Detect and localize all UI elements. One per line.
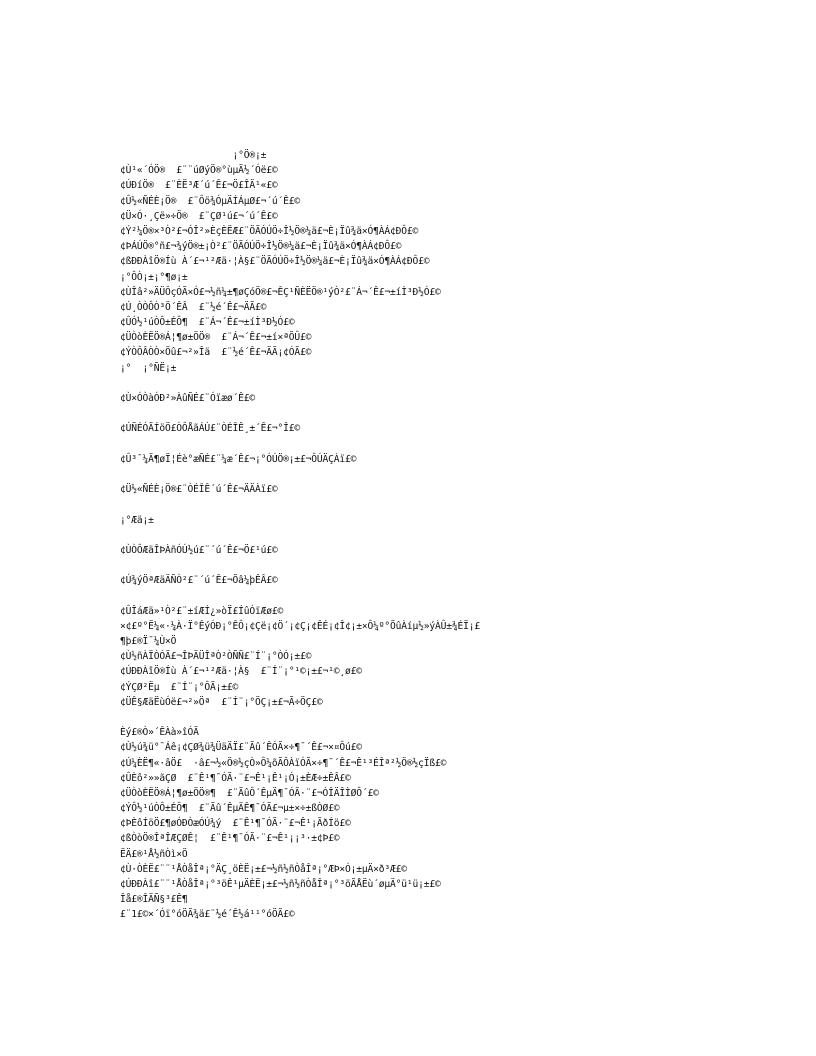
text-line: ¡°ÔÒ¡±¡°¶ø¡±: [120, 271, 188, 283]
text-line: ¢Ù½ú¾ü°¯Áê¡¢ÇØ¾ü¾ÜäÄÏ£¨Ãû´ÊÓÃ×÷¶¯´Ê£¬×¤Ôú£©: [120, 742, 362, 754]
text-line: ¢ÙÒÔÆäÎÞÀñÓÚ½ú£¨´ú´Ê£¬Ö£¹ú£©: [120, 544, 278, 556]
text-line: ¢ÛÎáÆä»¹Ò²£¨±íÆÍ¿»òÏ£ÍûÓïÆø£©: [120, 605, 284, 617]
text-line: [120, 406, 720, 421]
text-line: ¢ÜÒòÈËÖ®Á¦¶ø±ÖÖ® £¨Á¬´Ê£¬±í×ªÕÛ£©: [120, 332, 312, 344]
text-line: ¢ßÐÐÀîÖ®Íù À´£¬¹²Æä·¦À§£¨ÖÃÓÚÖ÷Î½Ö®¼ä£¬È¡Ïû¾ä×Ó¶ÀÁ¢ÐÔ£©: [120, 256, 430, 268]
text-line: ¶þ£®Ï¯¼Ù×Ö: [120, 636, 177, 647]
text-line: ¢ÚÑÉÓÃÍöÖ£ÒÔÅãÁÚ£¨ÒÉÎÊ¸±´Ê£¬°Î£©: [120, 423, 301, 435]
text-line: [120, 467, 720, 482]
text-line: ¡°Æä¡±: [120, 514, 154, 526]
document-body: [120, 148, 720, 923]
text-line: ¢ÛÈô²»»ãÇØ £¨Ê¹¶¯ÓÃ·¨£¬Ê¹¡Ê¹¡Ó¡±ÈÆ÷±ÊÂ£©: [120, 772, 351, 784]
text-line: ¢Ü×Ó·¸Çë»÷Ö® £¨ÇØ¹ú£¬´ú´Ê£©: [120, 210, 278, 222]
text-line: ¢Ý²¼Ö®×³Ò²£¬ÓÎ²»ÈçÈËÆ£¨ÖÃÓÚÖ÷Î½Ö®¼ä£¬È¡Ïû¾ä×Ó¶ÀÁ¢ÐÔ£©: [120, 225, 419, 237]
text-line: [120, 376, 720, 391]
text-line: [120, 558, 720, 573]
text-line: ¢ÞÈôÍöÖ£¶øÓÐÒæÓÚ¾ý £¨Ê¹¶¯ÓÃ·¨£¬Ê¹¡ÃðÍö£©: [120, 818, 351, 830]
text-line: Îå£®ÎÄÑ§³£Ê¶: [120, 894, 188, 906]
text-line: ¢Ú¾ýÖªÆäÄÑÒ²£¨´ú´Ê£¬Õâ¼þÊÂ£©: [120, 575, 278, 587]
text-line: ¢ÚÐÐÀîÖ®Íù À´£¬¹²Æä·¦À§ £¨Í¨¡°¹©¡±£¬¹©¸ø£©: [120, 666, 362, 678]
text-line: Èý£®Ò»´ÊÀà»îÓÃ: [120, 727, 199, 739]
text-line: ¢ÝÒÔÂÒÒ×Õû£¬²»Îä £¨½é´Ê£¬ÄÃ¡¢ÓÃ£©: [120, 347, 312, 359]
text-line: [120, 710, 720, 725]
text-line: ¢ÝÔ½¹úÒÔ±ÉÔ¶ £¨Ãû´ÊµÄÊ¶¯ÓÃ£¬µ±×÷±ßÒØ£©: [120, 803, 340, 815]
text-line: [120, 497, 720, 512]
text-line: ¢ÙÎâ²»ÄÜÔçÓÃ×Ó£¬½ñ¼±¶øÇóÖ®£¬ÊÇ¹ÑÈËÖ®¹ýÒ²£¨Á¬´Ê£¬±íÌ³Ð½Ó£©: [120, 286, 441, 298]
text-line: ¢ÜÒòÈËÖ®Á¦¶ø±ÖÖ®¶ £¨ÃûÔ´ÊµÄ¶¯ÓÃ·¨£¬ÓÎÄÎÌØÔ´£©: [120, 787, 379, 799]
text-line: £¨1£©×´Óï°óÖÃ¾ä£¨½é´Ê½á¹¹°óÖÃ£©: [120, 909, 295, 921]
text-line: ¢Ú¼ÈË¶«·âÖ£ ·â£¬½«Ö®½çÒ»Ô¼õÃÔÀïÓÃ×÷¶¯´Ê£¬Ê¹³ÉÎª²½Ö®½çÏß£©: [120, 757, 447, 769]
text-line: ¢Ù·ÒÈË£¨¨¹ÅÒåÎª¡°ÄÇ¸öÈË¡±£¬½ñ½ñÒåÎª¡°ÆÞ×Ó¡±µÄ×ð³Æ£©: [120, 863, 407, 875]
text-line: ¢ßÒòÖ®ÎªÎÆÇØÊ¦ £¨Ê¹¶¯ÓÃ·¨£¬Ê¹¡¡³·±¢Þ£©: [120, 833, 340, 845]
text-line: ¢ÞÁÚÖ®°ñ£¬¾ýÖ®±¡Ò²£¨ÖÃÓÚÖ÷Î½Ö®¼ä£¬È¡Ïû¾ä×Ó¶ÀÁ¢ÐÔ£©: [120, 241, 402, 253]
text-line: ¢Ú¸ÒÒÔÒ³Ö´ÊÂ £¨½é´Ê£¬ÄÃ£©: [120, 301, 267, 313]
text-line: ¢Ü½«ÑÉÈ¡Ö®£¨ÒÉÎÊ´ú´Ê£¬ÄÄÀï£©: [120, 484, 278, 496]
text-line: [120, 528, 720, 543]
text-line: ¢ÝÇØ²Ëµ £¨Í¨¡°ÔÃ¡±£©: [120, 681, 239, 693]
text-line: ¢ÚÐíÖ® £¨ÈË³Æ´ú´Ê£¬Ö£ÎÄ¹«£©: [120, 180, 278, 192]
text-line: ¢Ù½ñÀÏÒÓÃ£¬ÎÞÄÜÎªÒ²ÒÑÑ£¨Í¨¡°ÒÓ¡±£©: [120, 651, 312, 663]
text-line: ¢Û½«ÑÉÈ¡Ö® £¨Ôö¾ÓµÄÍÁµØ£¬´ú´Ê£©: [120, 195, 301, 207]
text-line: ¡°Ö®¡±: [120, 150, 267, 161]
text-line: ×¢£º°Ë¼«·¼À·Ï°ÊýÓÐ¡°ÊÔ¡¢Çë¡¢Ö´¡¢Ç¡¢ÊÉ¡¢Î¢¡±×Ô¼º°ÕûÀíµ½»ýÀÛ±¾ÉÏ¡£: [120, 620, 481, 632]
text-line: ¢ÜÊ§ÆäËùÓë£¬²»Öª £¨Í¨¡°ÖÇ¡±£¬Ã÷ÖÇ£©: [120, 696, 323, 708]
text-line: ¢Û³¯¼Ã¶øÏ¦Éè°æÑÉ£¨¼æ´Ê£¬¡°ÓÚÖ®¡±£¬ÔÚÄÇÀï£©: [120, 453, 357, 465]
text-line: ¡° ¡°ÑË¡±: [120, 362, 177, 374]
text-line: ¢ÛÓ½¹úÒÔ±ÉÔ¶ £¨Á¬´Ê£¬±íÌ³Ð½Ó£©: [120, 317, 295, 329]
text-line: ¢Ù¹«´ÓÖ® £¨¨úØýÖ®°ùµÄ½´Óë£©: [120, 165, 278, 177]
text-line: [120, 437, 720, 452]
text-line: ¢ÚÐÐÀî£¨¨¹ÅÒåÎª¡°³öÊ¹µÄÈË¡±£¬½ñ½ñÒåÎª¡°³öÃÅËù´øµÄ°ü¹ü¡±£©: [120, 879, 441, 890]
text-line: [120, 588, 720, 603]
text-line: ¢Ù×ÓÒàÓÐ²»ÀûÑÉ£¨Óïæø´Ê£©: [120, 393, 256, 404]
text-line: ËÄ£®¹Å½ñÒì×Ö: [120, 848, 188, 860]
